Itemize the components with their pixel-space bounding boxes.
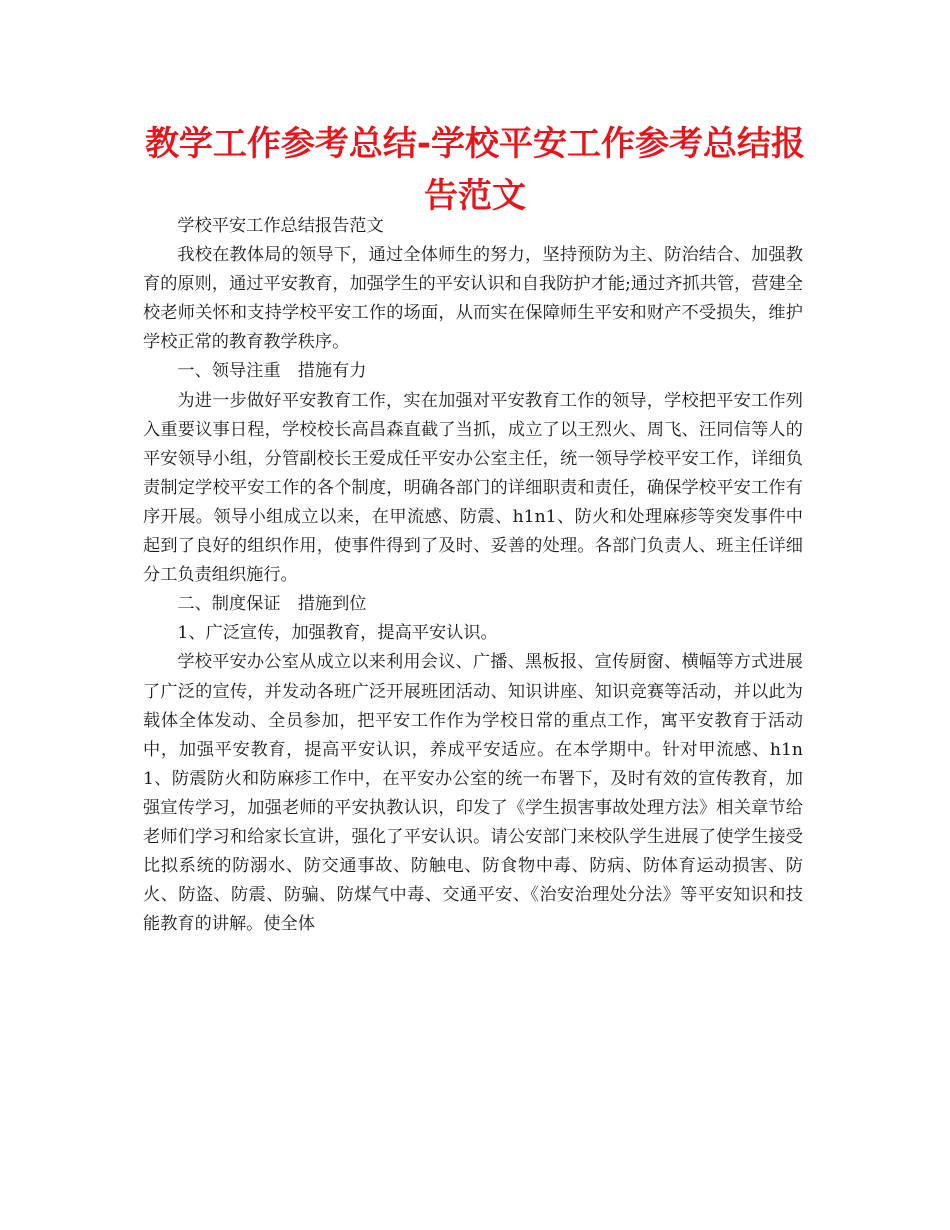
section-heading-2: 二、制度保证 措施到位 (177, 594, 367, 615)
paragraph-subsection-1: 学校平安办公室从成立以来利用会议、广播、黑板报、宣传厨窗、横幅等方式进展了广泛的宣传，并发动各班广泛开展班团活动、知识讲座、知识竞赛等活动，并以此为载体全体发动、全员参加，把平安工作作为学校日常的重点工作，寓平安教育于活动中，加强平安教育，提高平安认识，养成平安适应。在本学期中。针对甲流感、h1n1、防震防火和防麻疹工作中，在平安办公室的统一布署下，及时有效的宣传教育，加强宣传学习，加强老师的平安执教认识，印发了《学生损害事故处理方法》相关章节给老师们学习和给家长宣讲，强化了平安认识。请公安部门来校队学生进展了使学生接受比拟系统的防溺水、防交通事故、防触电、防食物中毒、防病、防体育运动损害、防火、防盗、防震、防骗、防煤气中毒、交通平安、《治安治理处分法》等平安知识和技能教育的讲解。使全体 (143, 652, 803, 935)
section-heading-1: 一、领导注重 措施有力 (177, 361, 367, 382)
paragraph-intro: 我校在教体局的领导下，通过全体师生的努力，坚持预防为主、防治结合、加强教育的原则，通过平安教育，加强学生的平安认识和自我防护才能;通过齐抓共管，营建全校老师关怀和支持学校平安工作的场面，从而实在保障师生平安和财产不受损失，维护学校正常的教育教学秩序。 (143, 245, 803, 353)
subsection-heading-1: 1、广泛宣传，加强教育，提高平安认识。 (177, 623, 498, 644)
document-title: 教学工作参考总结-学校平安工作参考总结报告范文 (144, 124, 806, 216)
paragraph-section-1: 为进一步做好平安教育工作，实在加强对平安教育工作的领导，学校把平安工作列入重要议事日程，学校校长高昌森直截了当抓，成立了以王烈火、周飞、汪同信等人的平安领导小组，分管副校长王爱成任平安办公室主任，统一领导学校平安工作，详细负责制定学校平安工作的各个制度，明确各部门的详细职责和责任，确保学校平安工作有序开展。领导小组成立以来，在甲流感、防震、h1n1、防火和处理麻疹等突发事件中起到了良好的组织作用，使事件得到了及时、妥善的处理。各部门负责人、班主任详细分工负责组织施行。 (143, 390, 803, 586)
document-body (143, 212, 803, 939)
paragraph-subtitle: 学校平安工作总结报告范文 (177, 216, 384, 236)
